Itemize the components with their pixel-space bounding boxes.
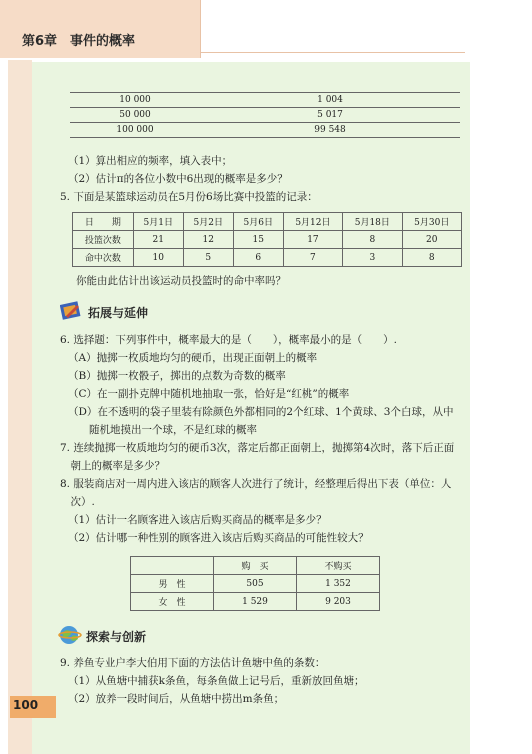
- question-9-part-1: （1）从鱼塘中捕获k条鱼，每条鱼做上记号后，重新放回鱼塘；: [68, 675, 365, 687]
- left-margin-bar: [8, 60, 32, 754]
- table-cell: 7: [283, 249, 342, 267]
- question-8-part-2: （2）估计哪一种性别的顾客进入该店后购买商品的可能性较大？: [68, 532, 369, 544]
- table-cell: 8: [402, 249, 461, 267]
- option-a: （A）抛掷一枚质地均匀的硬币，出现正面朝上的概率: [68, 352, 318, 364]
- table-header-cell: 5月6日: [233, 213, 283, 231]
- frequency-table: [70, 92, 460, 138]
- table-cell: 100 000: [70, 123, 200, 138]
- question-5-intro: 5. 下面是某篮球运动员在5月份6场比赛中投篮的记录：: [60, 191, 318, 203]
- option-d-line-1: （D）在不透明的袋子里装有除颜色外都相同的2个红球、1个黄球、3个白球，从中: [68, 406, 454, 418]
- question-7-line-1: 7. 连续抛掷一枚质地均匀的硬币3次，落定后都正面朝上，抛掷第4次时，落下后正面: [60, 442, 455, 454]
- question-9-part-2: （2）放养一段时间后，从鱼塘中捞出m条鱼；: [68, 693, 285, 705]
- explore-section-icon: [58, 624, 80, 646]
- table-header-row: [131, 557, 380, 575]
- table-header-cell: 5月30日: [402, 213, 461, 231]
- table-cell: 15: [233, 231, 283, 249]
- option-c: （C）在一副扑克牌中随机地抽取一张，恰好是“红桃”的概率: [68, 388, 350, 400]
- option-d-line-2: 随机地摸出一个球，不是红球的概率: [68, 424, 257, 436]
- question-7-line-2: 朝上的概率是多少？: [60, 460, 165, 472]
- question-8-line-1: 8. 服装商店对一周内进入该店的顾客人次进行了统计，经整理后得出下表（单位：人: [60, 478, 452, 490]
- table-header-row: [73, 213, 462, 231]
- table-cell: 9 203: [297, 593, 380, 611]
- table-cell: 8: [343, 231, 402, 249]
- table-header-cell: 不购买: [297, 557, 380, 575]
- chapter-title: 第6章 事件的概率: [22, 34, 136, 49]
- question-4-part-2: （2）估计π的各位小数中6出现的概率是多少？: [68, 173, 288, 185]
- table-header-cell: 5月12日: [283, 213, 342, 231]
- customer-table: [130, 556, 380, 611]
- table-header-cell: 购 买: [214, 557, 297, 575]
- question-8-line-2: 次）.: [60, 496, 95, 508]
- question-8-part-1: （1）估计一名顾客进入该店后购买商品的概率是多少？: [68, 514, 327, 526]
- page-number: 100: [13, 698, 39, 712]
- extend-section-icon: [60, 300, 82, 322]
- table-cell: 1 529: [214, 593, 297, 611]
- table-cell: 投篮次数: [73, 231, 134, 249]
- extend-section-title: 拓展与延伸: [88, 306, 149, 320]
- table-cell: 20: [402, 231, 461, 249]
- table-row: [70, 108, 460, 123]
- chapter-tab: [0, 0, 201, 58]
- table-cell: 5 017: [200, 108, 460, 123]
- option-b: （B）抛掷一枚骰子，掷出的点数为奇数的概率: [68, 370, 286, 382]
- table-cell: 17: [283, 231, 342, 249]
- header-divider: [200, 52, 465, 53]
- table-cell: 1 352: [297, 575, 380, 593]
- explore-section-title: 探索与创新: [86, 630, 147, 644]
- table-cell: 99 548: [200, 123, 460, 138]
- table-header-cell: 日 期: [73, 213, 134, 231]
- table-cell: 命中次数: [73, 249, 134, 267]
- question-5-text: 你能由此估计出该运动员投篮时的命中率吗？: [76, 275, 286, 287]
- table-cell: 10 000: [70, 93, 200, 108]
- table-cell: 男 性: [131, 575, 214, 593]
- table-cell: 505: [214, 575, 297, 593]
- table-cell: 女 性: [131, 593, 214, 611]
- table-cell: 12: [183, 231, 233, 249]
- table-row: [131, 575, 380, 593]
- table-row: [70, 93, 460, 108]
- table-header-cell: 5月2日: [183, 213, 233, 231]
- table-row: [70, 123, 460, 138]
- table-cell: 6: [233, 249, 283, 267]
- shooting-record-table: [72, 212, 462, 267]
- question-9: 9. 养鱼专业户李大伯用下面的方法估计鱼塘中鱼的条数：: [60, 657, 326, 669]
- table-row: [73, 249, 462, 267]
- question-6: 6. 选择题：下列事件中，概率最大的是（ ），概率最小的是（ ）.: [60, 334, 397, 346]
- table-cell: 10: [133, 249, 183, 267]
- table-cell: 21: [133, 231, 183, 249]
- table-cell: 5: [183, 249, 233, 267]
- table-header-cell: [131, 557, 214, 575]
- table-row: [73, 231, 462, 249]
- table-cell: 50 000: [70, 108, 200, 123]
- table-header-cell: 5月1日: [133, 213, 183, 231]
- question-4-part-1: （1）算出相应的频率，填入表中；: [68, 155, 233, 167]
- table-cell: 1 004: [200, 93, 460, 108]
- table-row: [131, 593, 380, 611]
- page-header: [0, 0, 532, 60]
- table-cell: 3: [343, 249, 402, 267]
- table-header-cell: 5月18日: [343, 213, 402, 231]
